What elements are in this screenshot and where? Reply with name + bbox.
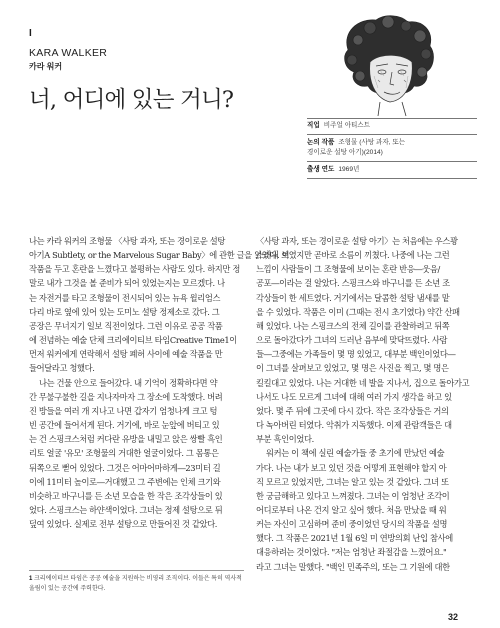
info-value: 1969년 (338, 166, 360, 173)
body-line: 스러워 보였지만 곧바로 소름이 끼쳤다. 나중에 나는 그런 (256, 250, 450, 261)
body-line: 어디로부터 나온 건지 알고 싶어 했다. 처음 만났을 때 워 (256, 504, 447, 515)
artist-name-korean: 카라 워커 (29, 62, 63, 71)
info-key: 직업 (307, 122, 320, 129)
info-box-top-rule (307, 118, 477, 119)
body-line: 공장은 무너지기 일보 직전이었다. 그런 이유로 공공 작품 (29, 320, 223, 331)
body-line: 라고 그녀는 말했다. "백인 민족주의, 또는 그 기원에 대한 (256, 561, 450, 572)
body-line: 해 있었다. 나는 스핑크스의 전체 길이를 관찰하려고 뒤쪽 (256, 320, 450, 331)
body-line: 직 모르고 있었지만, 그녀는 알고 있는 것 같았다. 그녀 또 (256, 476, 449, 487)
body-line: 느낌이 사람들이 그 조형물에 보이는 혼란 반응―웃음/ (256, 264, 440, 275)
body-line: 비슷하고 바구니를 든 소년 모습을 한 작은 조각상들이 있 (29, 490, 223, 501)
page-title: 너, 어디에 있는 거니? (29, 87, 234, 113)
info-key: 논의 작품 (307, 139, 335, 146)
info-box-bottom-rule (307, 178, 477, 179)
info-value-continued: 경이로운 설탕 아기)(2014) (307, 148, 383, 156)
footnote-marker: 1 (29, 576, 33, 582)
body-line: 었다. 몇 주 뒤에 그곳에 다시 갔다. 작은 조각상들은 거의 (256, 405, 449, 416)
body-line: 진 방들을 여러 개 지나고 나면 갑자기 엄청나게 크고 텅 (29, 405, 218, 416)
body-line: 부분 흑인이었다. (256, 434, 314, 445)
body-line: 말로 내가 그것을 볼 준비가 되어 있었는지는 모르겠다. 나 (29, 278, 225, 289)
body-line: 에 전념하는 예술 단체 크리에이티브 타임Creative Time1이 (29, 335, 237, 346)
body-line: 다 녹아버린 터였다. 악취가 지독했다. 이제 관람객들은 대 (256, 420, 452, 431)
body-line: 아기A Subtlety, or the Marvelous Sugar Baby〉에 관한 글을 읽었다. 이 (29, 250, 290, 261)
body-line: 을 수 있었다. 작품은 이미 (그때는 전시 초기였다) 약간 산패 (256, 306, 460, 317)
page-number: 32 (448, 612, 459, 622)
body-line: 리토 얼굴 '유모' 조형물의 거대한 얼굴이었다. 그 몸통은 (29, 448, 219, 459)
info-row-birth-year (307, 165, 477, 175)
body-line: 는 자전거를 타고 조형물이 전시되어 있는 뉴욕 윌리엄스 (29, 292, 221, 303)
footnote-text: 크리에이티브 타임은 공공 예술을 지원하는 비영리 조직이다. 이들은 특히 역사적 울림이 있는 공간에 주력한다. (29, 576, 242, 592)
body-line: 빈 공간에 들어서게 된다. 거기에, 바로 눈앞에 버티고 있 (29, 420, 220, 431)
body-line: 작품을 두고 혼란을 느꼈다고 불평하는 사람도 있다. 하지만 정 (29, 264, 240, 275)
footnote (29, 575, 244, 594)
body-line: 커는 자신이 고심하며 준비 중이었던 당시의 작품을 설명 (256, 519, 448, 530)
body-line: 이 그녀를 살펴보고 있었고, 몇 명은 사진을 찍고, 몇 명은 (256, 363, 449, 374)
body-line: 가다. 나는 내가 보고 있던 것을 어떻게 표현해야 할지 아 (256, 462, 447, 473)
body-line: 다리 바로 옆에 있어 있는 도미노 설탕 정제소로 갔다. 그 (29, 306, 220, 317)
info-value: 조형물 (사탕 과자, 또는 (338, 139, 406, 146)
body-line: 〈사탕 과자, 또는 경이로운 설탕 아기〉는 처음에는 우스꽝 (256, 236, 458, 246)
body-line: 는 건 스핑크스처럼 커다란 유방을 내밀고 앉은 쌍빨 흑인 (29, 434, 223, 445)
body-line: 나는 건물 안으로 들어갔다. 내 기억이 정확하다면 약 (39, 377, 218, 388)
body-column-right (256, 234, 473, 574)
body-line: 들―그중에는 가족들이 몇 명 있었고, 대부분 백인이었다― (256, 349, 456, 360)
body-line: 했다. 그 작품은 2021년 1월 6일 미 연방의회 난입 참사에 (256, 533, 453, 544)
chapter-number: I (29, 28, 32, 39)
body-line: 뒤쪽으로 뻗어 있었다. 그것은 어마어마하게―23미터 길 (29, 462, 221, 473)
body-line: 덮여 있었다. 실제로 전부 설탕으로 만들어진 것 같았다. (29, 519, 218, 530)
body-line: 공포―이라는 걸 알았다. 스핑크스와 바구니를 든 소년 조 (256, 278, 450, 289)
body-line: 킬킬대고 있었다. 나는 거대한 네 발을 지나서, 집으로 돌아가고 (256, 377, 470, 388)
body-line: 으로 돌아갔다가 그녀의 드러난 음부에 맞닥뜨렸다. 사람 (256, 335, 448, 346)
body-line: 먼저 워커에게 연락해서 설탕 폐허 사이에 예술 작품을 만 (29, 349, 223, 360)
info-row-work (307, 138, 477, 157)
body-line: 대응하려는 것이었다. "저는 엄청난 좌절감을 느꼈어요." (256, 547, 447, 558)
body-line: 각상들이 한 세트였다. 거기에서는 달콤한 설탕 냄새를 맡 (256, 292, 450, 303)
artist-portrait-illustration (318, 10, 466, 116)
artist-name-english: KARA WALKER (29, 47, 108, 59)
body-line: 들어달라고 청했다. (29, 363, 95, 374)
body-line: 었다. 스핑크스는 하얀색이었다. 그녀는 정제 설탕으로 뒤 (29, 504, 223, 515)
info-key: 출생 연도 (307, 166, 335, 173)
footnote-rule (29, 570, 244, 571)
info-row-occupation (307, 121, 477, 131)
info-box-divider (307, 161, 477, 162)
info-value: 비주얼 아티스트 (323, 122, 371, 129)
body-line: 이에 11미터 높이로―거대했고 그 주변에는 인체 크기와 (29, 476, 221, 487)
body-line: 워커는 이 책에 실린 예술가들 중 초기에 만났던 예술 (266, 448, 445, 459)
info-box-divider (307, 134, 477, 135)
body-line: 나서도 나도 모르게 그녀에 대해 여러 가지 생각을 하고 있 (256, 391, 452, 402)
body-line: 나는 카라 워커의 조형물 〈사탕 과자, 또는 경이로운 설탕 (29, 236, 225, 246)
body-line: 한 궁금해하고 있다고 느껴졌다. 그녀는 이 엄청난 조각이 (256, 490, 450, 501)
body-line: 간 무불구불한 길을 지나자마자 그 장소에 도착했다. 버려 (29, 391, 223, 402)
